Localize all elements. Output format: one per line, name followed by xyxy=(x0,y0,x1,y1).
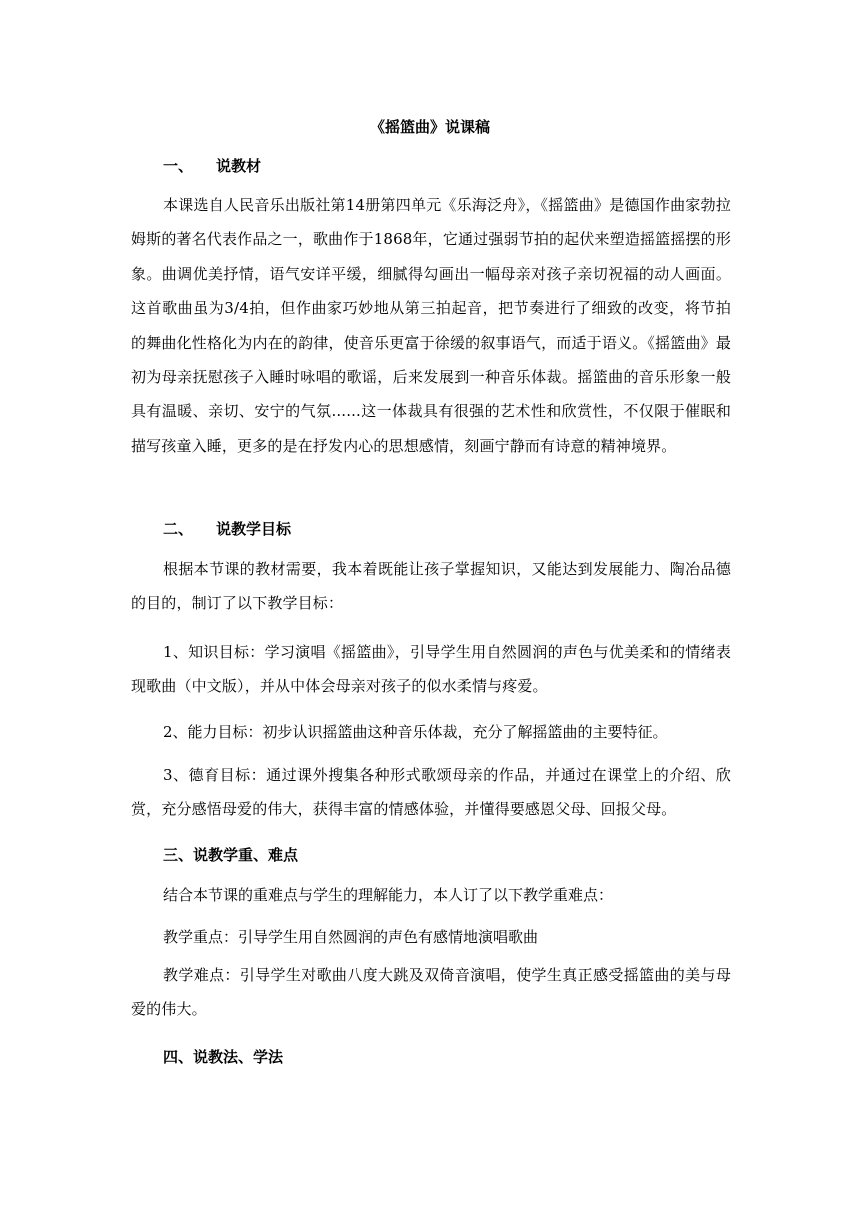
paragraph-moral-goal: 3、德育目标：通过课外搜集各种形式歌颂母亲的作品，并通过在课堂上的介绍、欣赏，充分感悟母爱的伟大，获得丰富的情感体验，并懂得要感恩父母、回报父母。 xyxy=(131,766,731,819)
paragraph-teaching-difficulty: 教学难点：引导学生对歌曲八度大跳及双倚音演唱，使学生真正感受摇篮曲的美与母爱的伟大。 xyxy=(131,966,731,1019)
section-heading-1 xyxy=(163,156,261,176)
paragraph-textbook: 本课选自人民音乐出版社第14册第四单元《乐海泛舟》，《摇篮曲》是德国作曲家勃拉姆斯的著名代表作品之一，歌曲作于1868年，它通过强弱节拍的起伏来塑造摇篮摇摆的形象。曲调优美抒情，语气安详平缓，细腻得勾画出一幅母亲对孩子亲切祝福的动人画面。这首歌曲虽为3/4拍，但作曲家巧妙地从第三拍起音，把节奏进行了细致的改变，将节拍的舞曲化性格化为内在的韵律，使音乐更富于徐缓的叙事语气，而适于语义。《摇篮曲》最初为母亲抚慰孩子入睡时咏唱的歌谣，后来发展到一种音乐体裁。摇篮曲的音乐形象一般具有温暖、亲切、安宁的气氛......这一体裁具有很强的艺术性和欣赏性，不仅限于催眠和描写孩童入睡，更多的是在抒发内心的思想感情，刻画宁静而有诗意的精神境界。 xyxy=(131,196,731,455)
section-heading-3: 三、说教学重、难点 xyxy=(163,846,299,864)
paragraph-key-points-intro: 结合本节课的重难点与学生的理解能力，本人订了以下教学重难点： xyxy=(163,886,614,904)
paragraph-teaching-focus: 教学重点：引导学生用自然圆润的声色有感情地演唱歌曲 xyxy=(163,928,539,946)
paragraph-goals-intro: 根据本节课的教材需要，我本着既能让孩子掌握知识，又能达到发展能力、陶冶品德的目的，制订了以下教学目标： xyxy=(131,560,731,613)
section-heading-2 xyxy=(163,519,291,539)
section-heading-4: 四、说教法、学法 xyxy=(163,1048,284,1066)
section-number: 二、 xyxy=(163,520,194,538)
section-title: 说教学目标 xyxy=(216,520,292,538)
section-number: 一、 xyxy=(163,157,194,175)
section-title: 说教材 xyxy=(216,157,262,175)
paragraph-ability-goal: 2、能力目标：初步认识摇篮曲这种音乐体裁，充分了解摇篮曲的主要特征。 xyxy=(163,723,668,741)
document-title: 《摇篮曲》说课稿 xyxy=(369,118,490,136)
paragraph-knowledge-goal: 1、知识目标：学习演唱《摇篮曲》，引导学生用自然圆润的声色与优美柔和的情绪表现歌曲（中文版），并从中体会母亲对孩子的似水柔情与疼爱。 xyxy=(131,643,731,696)
